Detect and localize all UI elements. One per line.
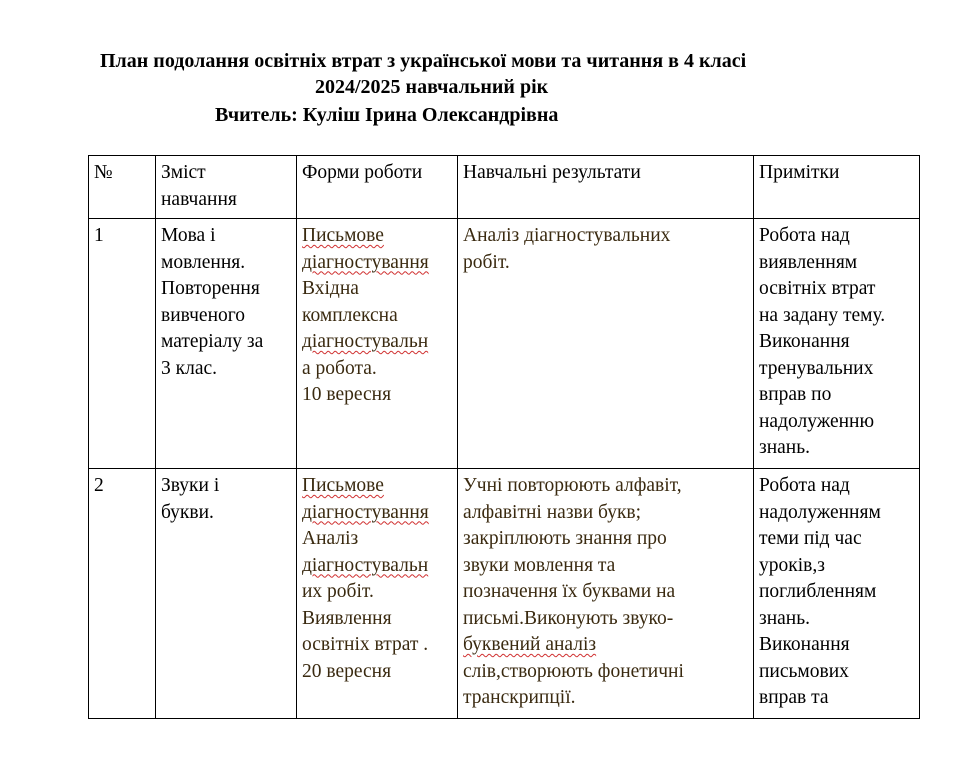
header-notes: Примітки: [754, 156, 920, 219]
cell-results: Аналіз діагностувальних робіт.: [458, 219, 754, 469]
teacher-name: Вчитель: Куліш Ірина Олександрівна: [215, 104, 559, 126]
table-header-row: [89, 156, 920, 219]
cell-notes: Робота над надолуженням теми під час уроків,з поглибленням знань. Виконання письмових вправ та: [754, 469, 920, 719]
cell-content: Мова і мовлення. Повторення вивченого матеріалу за 3 клас.: [156, 219, 297, 469]
header-number: №: [89, 156, 156, 219]
cell-number: 2: [89, 469, 156, 719]
cell-content: Звуки і букви.: [156, 469, 297, 719]
header-results: Навчальні результати: [458, 156, 754, 219]
header-content: Зміст навчання: [156, 156, 297, 219]
document-title: План подолання освітніх втрат з української мови та читання в 4 класі: [100, 50, 747, 72]
table-row: [89, 469, 920, 719]
plan-table: [88, 155, 920, 719]
school-year: 2024/2025 навчальний рік: [315, 76, 549, 98]
cell-forms: Письмове діагностування Вхідна комплексна діагностувальн а робота. 10 вересня: [297, 219, 458, 469]
cell-notes: Робота над виявленням освітніх втрат на задану тему. Виконання тренувальних вправ по надолуженню знань.: [754, 219, 920, 469]
cell-number: 1: [89, 219, 156, 469]
cell-forms: Письмове діагностування Аналіз діагностувальн их робіт. Виявлення освітніх втрат . 20 вересня: [297, 469, 458, 719]
table-row: [89, 219, 920, 469]
header-forms: Форми роботи: [297, 156, 458, 219]
cell-results: Учні повторюють алфавіт, алфавітні назви букв; закріплюють знання про звуки мовлення та позначення їх буквами на письмі.Виконують звуко- буквений аналіз слів,створюють фонетичні транскрипції.: [458, 469, 754, 719]
